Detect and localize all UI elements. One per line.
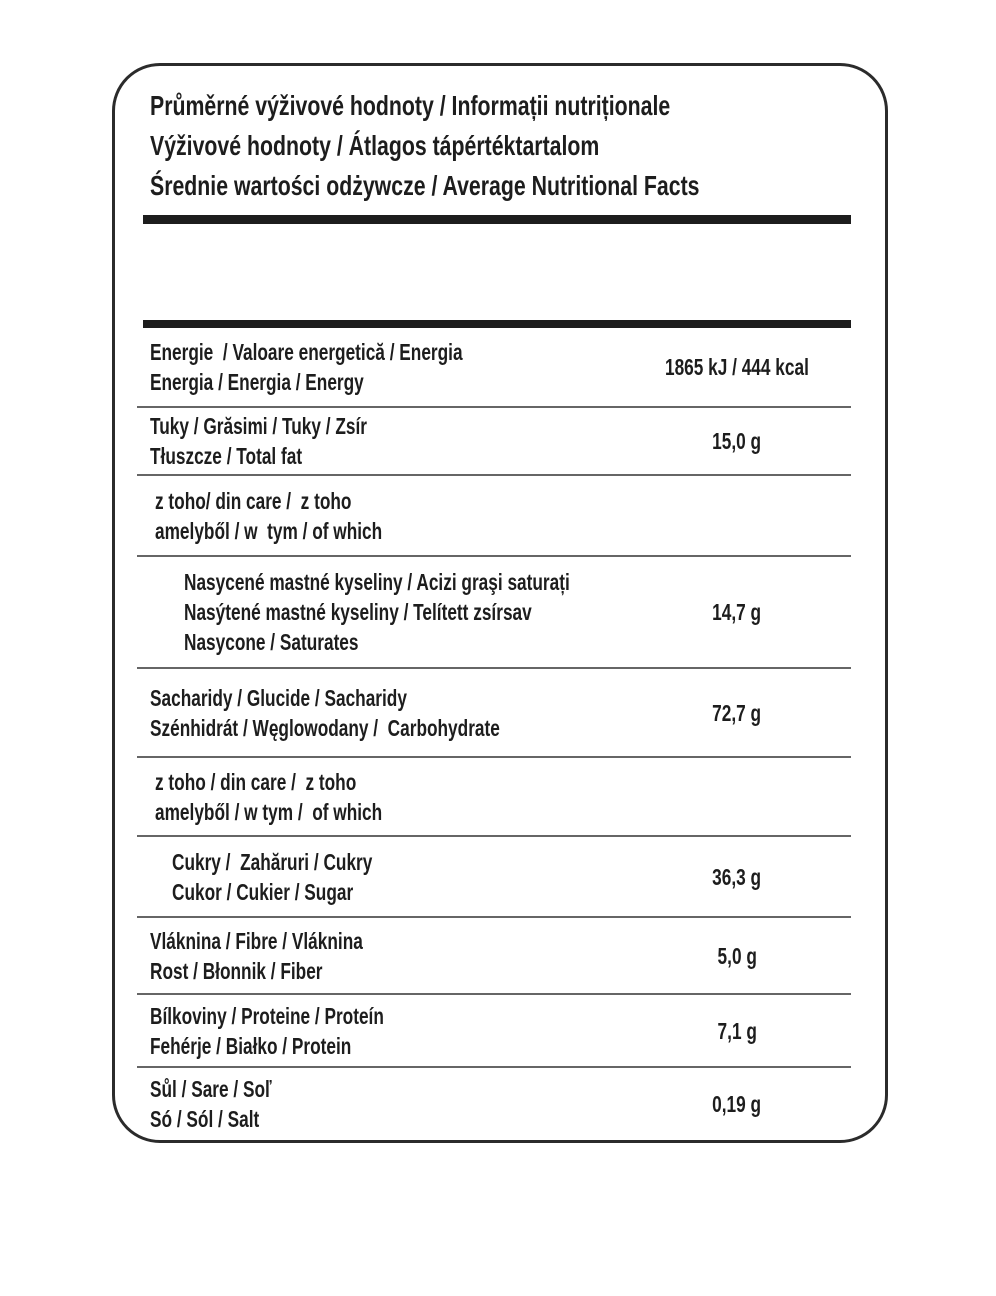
title-line-2: Výživové hodnoty / Átlagos tápértéktartalom <box>150 130 600 161</box>
nutrient-name-line: Sacharidy / Glucide / Sacharidy <box>150 684 407 711</box>
nutrient-row-of-which-fat <box>137 476 851 557</box>
nutrient-row-carbohydrate <box>137 669 851 758</box>
nutrient-name-line: Vláknina / Fibre / Vláknina <box>150 927 363 954</box>
nutrient-value: 1865 kJ / 444 kcal <box>665 354 809 380</box>
nutrient-row-fat <box>137 408 851 476</box>
nutrient-value: 5,0 g <box>717 942 757 969</box>
nutrient-name-line: Rost / Błonnik / Fiber <box>150 957 323 984</box>
title-divider-bar <box>143 215 851 224</box>
nutrient-value <box>642 476 832 555</box>
nutrient-name-line: Bílkoviny / Proteine / Proteín <box>150 1002 384 1029</box>
nutrient-name-line: Cukor / Cukier / Sugar <box>172 878 354 905</box>
nutrient-name-line: Energia / Energia / Energy <box>150 369 364 395</box>
nutrient-name-line: Nasýtené mastné kyseliny / Telített zsírsav <box>184 599 532 625</box>
nutrient-name-line: Nasycone / Saturates <box>184 629 359 655</box>
nutrient-name-line: Tuky / Grăsimi / Tuky / Zsír <box>150 413 367 439</box>
nutrient-name-line: Szénhidrát / Węglowodany / Carbohydrate <box>150 714 500 741</box>
nutrient-name-line: amelyből / w tym / of which <box>155 798 383 825</box>
nutrient-row-salt <box>137 1068 851 1140</box>
title-line-1: Průměrné výživové hodnoty / Informații nutriționale <box>150 90 671 121</box>
nutrient-row-of-which-carb <box>137 758 851 837</box>
nutrient-row-protein <box>137 995 851 1068</box>
nutrient-value: 72,7 g <box>712 699 762 726</box>
nutrient-name-line: amelyből / w tym / of which <box>155 517 383 544</box>
nutrient-value: 0,19 g <box>712 1091 762 1117</box>
nutrient-value: 36,3 g <box>712 863 762 890</box>
nutrient-row-fibre <box>137 918 851 995</box>
nutrient-name-line: Cukry / Zahăruri / Cukry <box>172 848 373 875</box>
nutrient-value <box>642 758 832 835</box>
title-line-3: Średnie wartości odżywcze / Average Nutritional Facts <box>150 170 700 201</box>
label-title <box>150 86 870 206</box>
nutrient-value: 15,0 g <box>712 428 762 454</box>
nutrient-row-energy <box>137 328 851 408</box>
nutrient-value: 7,1 g <box>717 1017 757 1044</box>
nutrient-row-sugars <box>137 837 851 918</box>
nutrient-name-line: Sůl / Sare / Soľ <box>150 1076 272 1102</box>
table-top-bar <box>143 320 851 328</box>
nutrient-name-line: Só / Sól / Salt <box>150 1106 260 1132</box>
nutrient-name-line: z toho/ din care / z toho <box>155 487 352 514</box>
nutrient-name-line: Tłuszcze / Total fat <box>150 443 303 469</box>
nutrient-name-line: z toho / din care / z toho <box>155 768 357 795</box>
nutrient-row-saturates <box>137 557 851 669</box>
nutrient-name-line: Fehérje / Białko / Protein <box>150 1032 352 1059</box>
nutrient-name-line: Energie / Valoare energetică / Energia <box>150 339 463 365</box>
nutrient-value: 14,7 g <box>712 599 762 625</box>
nutrition-table <box>137 328 851 1140</box>
nutrient-name-line: Nasycené mastné kyseliny / Acizi graşi saturați <box>184 569 570 595</box>
